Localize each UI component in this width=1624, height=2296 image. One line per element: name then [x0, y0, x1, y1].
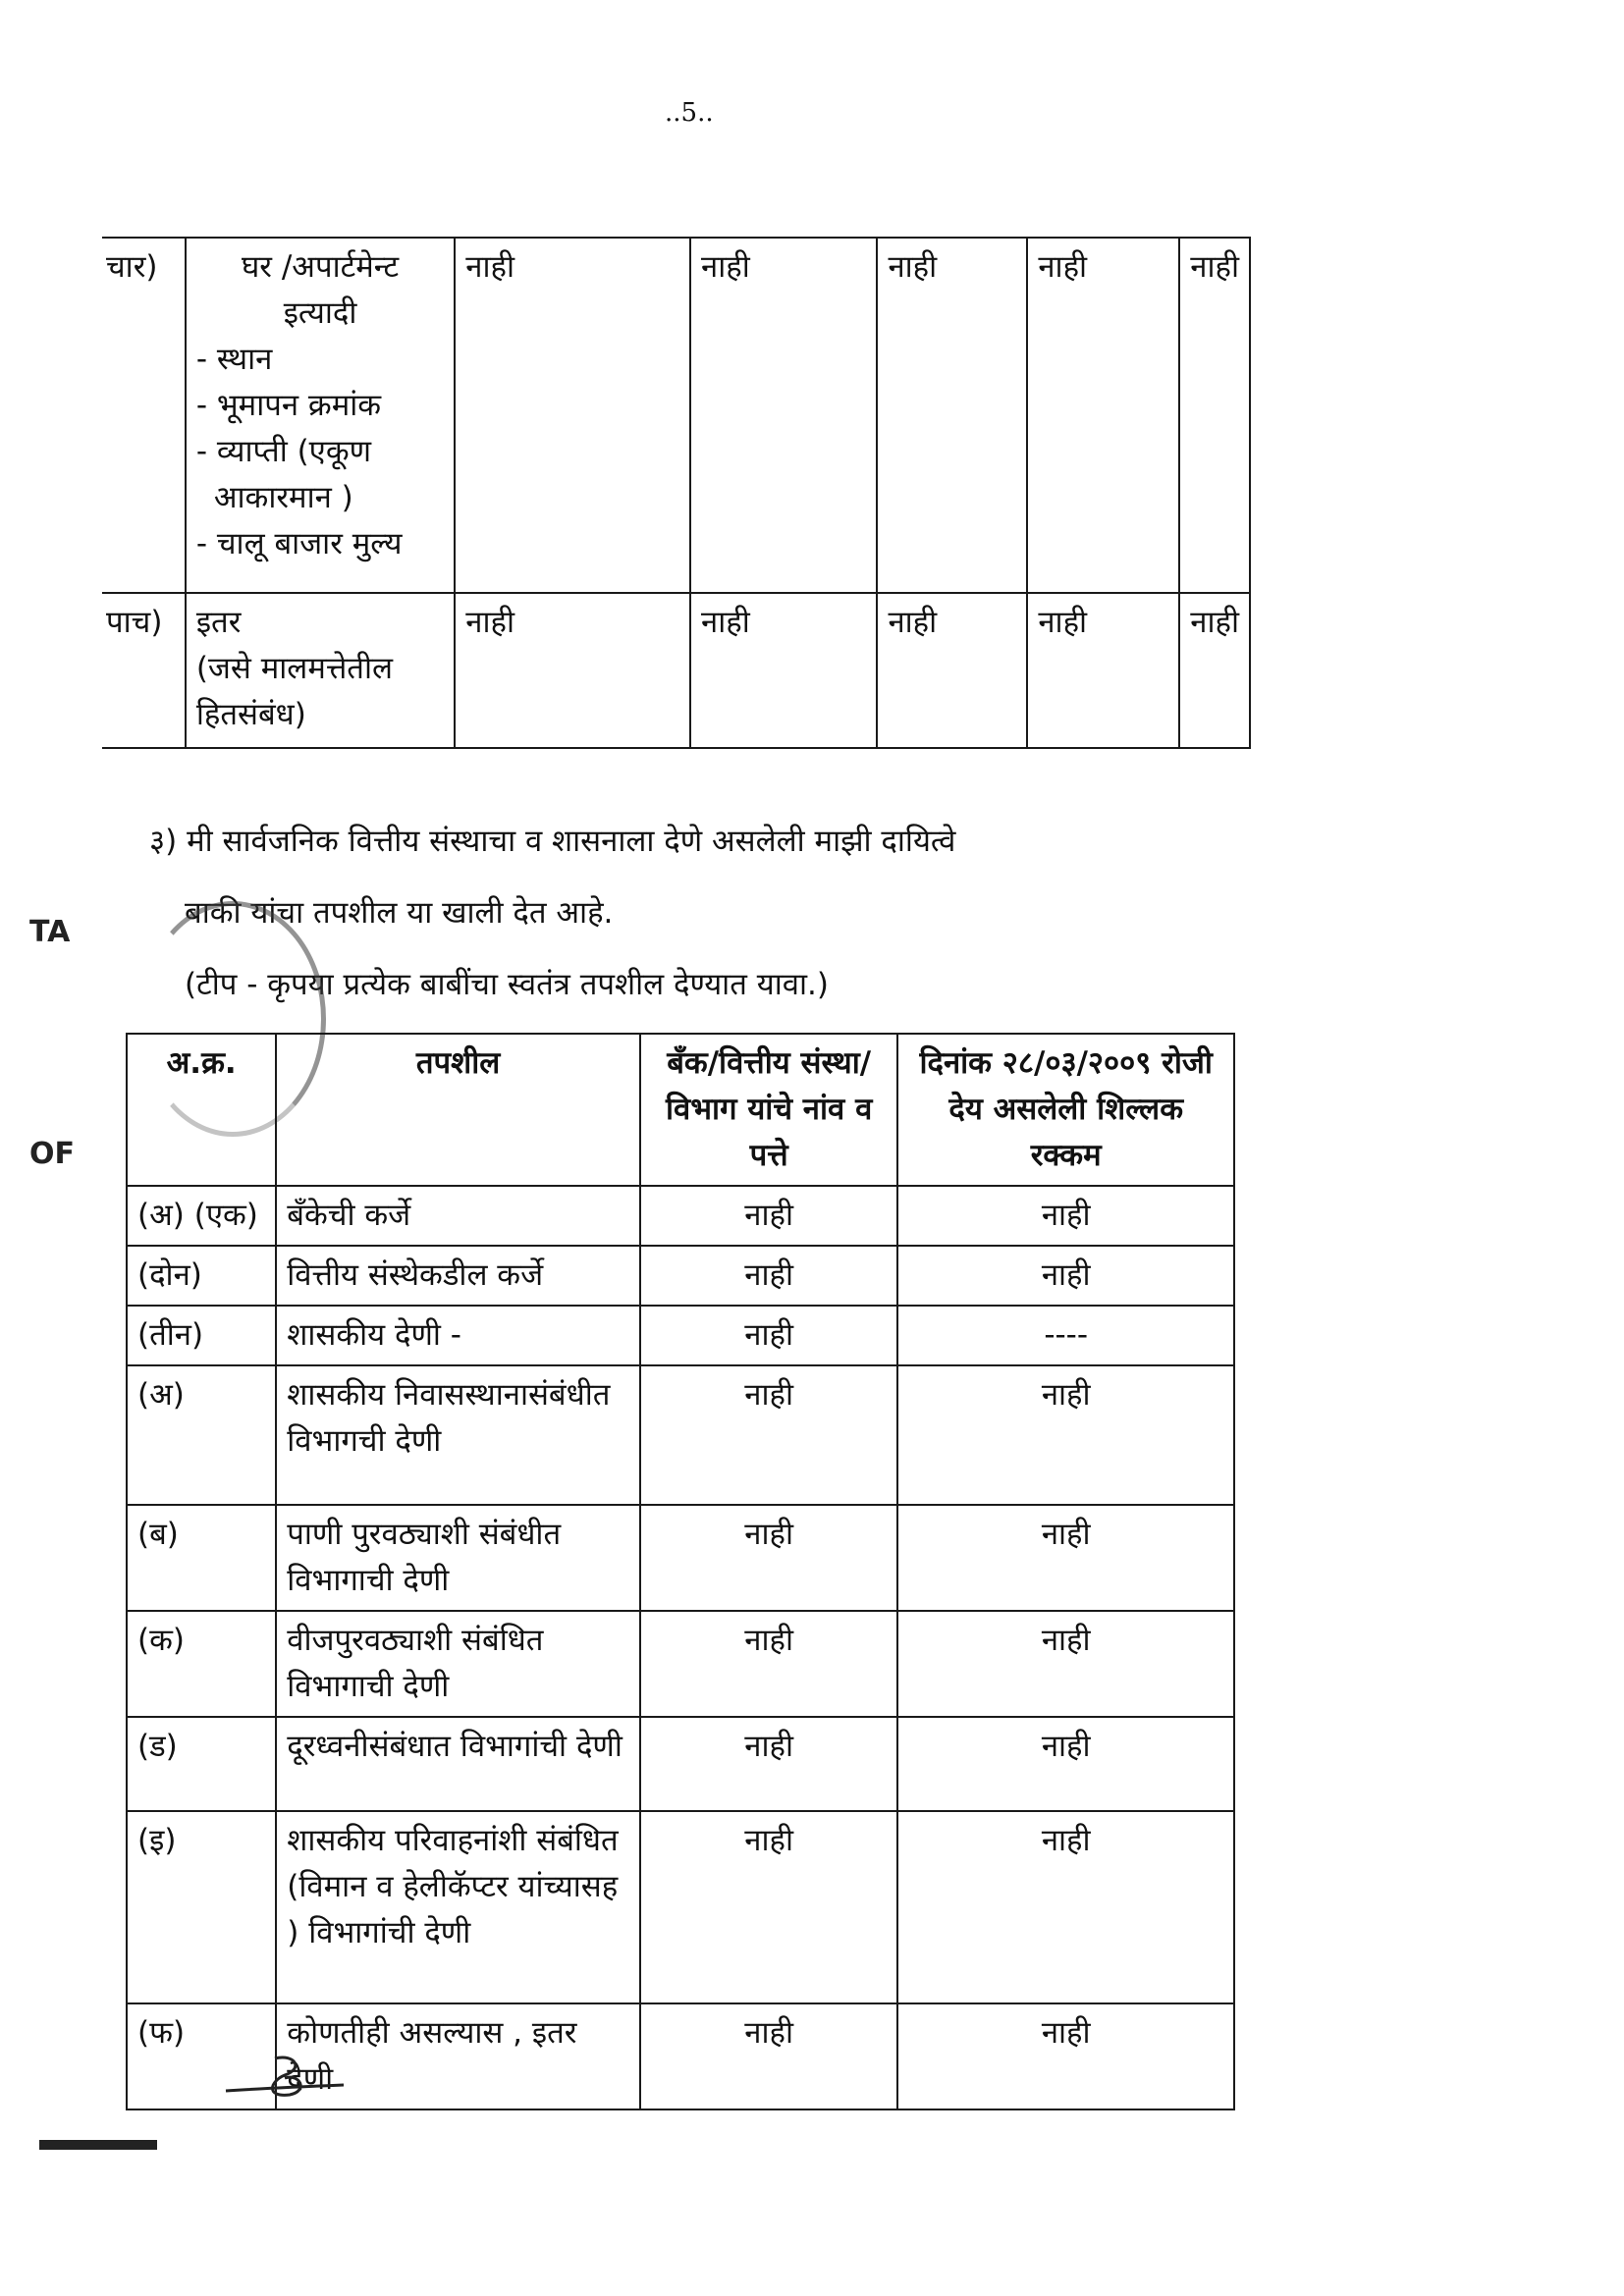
item-line: हितसंबंध)	[195, 697, 306, 732]
item-line: इत्यादी	[283, 295, 357, 331]
item-line: (जसे मालमत्तेतील	[195, 651, 393, 686]
item-line: आकारमान )	[213, 480, 353, 515]
item-line: - स्थान	[195, 342, 273, 377]
liabilities-intro-line-1: ३) मी सार्वजनिक वित्तीय संस्थाचा व शासनाला देणे असलेली माझी दायित्वे	[149, 824, 956, 859]
row-desc: पाणी पुरवठ्याशी संबंधीत विभागाची देणी	[276, 1505, 640, 1611]
row-bank: नाही	[640, 1505, 897, 1611]
row-amount: नाही	[897, 1611, 1234, 1717]
header-bank: बँक/वित्तीय संस्था/ विभाग यांचे नांव व पत्ते	[640, 1034, 897, 1186]
row-bank: नाही	[640, 2003, 897, 2109]
value-cell: नाही	[1179, 593, 1250, 748]
row-amount: नाही	[897, 1186, 1234, 1246]
header-sr: अ.क्र.	[127, 1034, 276, 1186]
table-row	[127, 1186, 1234, 1246]
row-amount: नाही	[897, 1365, 1234, 1505]
liabilities-intro-line-2: बाकी यांचा तपशील या खाली देत आहे.	[185, 895, 614, 931]
row-amount: नाही	[897, 1717, 1234, 1811]
table-row	[102, 238, 1250, 593]
table-row	[127, 1717, 1234, 1811]
value-cell: नाही	[455, 238, 690, 593]
row-desc: वित्तीय संस्थेकडील कर्जे	[276, 1246, 640, 1306]
row-desc: शासकीय परिवाहनांशी संबंधित (विमान व हेलीकॅप्टर यांच्यासह ) विभागांची देणी	[276, 1811, 640, 2003]
row-bank: नाही	[640, 1811, 897, 2003]
value-cell: नाही	[877, 238, 1027, 593]
table-row	[127, 1611, 1234, 1717]
liabilities-table	[126, 1033, 1235, 2110]
row-sr: (अ) (एक)	[127, 1186, 276, 1246]
row-amount: नाही	[897, 1505, 1234, 1611]
margin-mark: OF	[29, 1137, 75, 1171]
row-desc: शासकीय देणी -	[276, 1306, 640, 1365]
signature	[216, 2044, 353, 2112]
row-desc: कोणतीही असल्यास , इतर देणी	[276, 2003, 640, 2109]
table-row	[127, 1306, 1234, 1365]
value-cell: नाही	[690, 593, 877, 748]
table-header-row	[127, 1034, 1234, 1186]
item-cell	[186, 593, 455, 748]
row-label: चार)	[102, 238, 186, 593]
scan-edge-mark	[39, 2140, 157, 2150]
row-sr: (क)	[127, 1611, 276, 1717]
value-cell: नाही	[1027, 593, 1179, 748]
liabilities-note: (टीप - कृपया प्रत्येक बाबींचा स्वतंत्र तपशील देण्यात यावा.)	[185, 967, 829, 1002]
row-label: पाच)	[102, 593, 186, 748]
row-bank: नाही	[640, 1186, 897, 1246]
table-row	[127, 1246, 1234, 1306]
value-cell: नाही	[690, 238, 877, 593]
margin-mark: TA	[29, 915, 71, 949]
row-sr: (ड)	[127, 1717, 276, 1811]
row-desc: दूरध्वनीसंबंधात विभागांची देणी	[276, 1717, 640, 1811]
value-cell: नाही	[1027, 238, 1179, 593]
item-line: इतर	[195, 605, 242, 640]
row-desc: वीजपुरवठ्याशी संबंधित विभागाची देणी	[276, 1611, 640, 1717]
item-line: - चालू बाजार मुल्य	[195, 526, 403, 561]
page-number: ..5..	[665, 98, 714, 128]
row-desc: शासकीय निवासस्थानासंबंधीत विभागची देणी	[276, 1365, 640, 1505]
row-amount: नाही	[897, 1811, 1234, 2003]
row-desc: बँकेची कर्जे	[276, 1186, 640, 1246]
property-table	[102, 237, 1251, 749]
row-sr: (तीन)	[127, 1306, 276, 1365]
row-amount: नाही	[897, 1246, 1234, 1306]
row-bank: नाही	[640, 1611, 897, 1717]
row-amount: नाही	[897, 2003, 1234, 2109]
header-amount: दिनांक २८/०३/२००९ रोजी देय असलेली शिल्लक रक्कम	[897, 1034, 1234, 1186]
table-row	[127, 1811, 1234, 2003]
value-cell: नाही	[455, 593, 690, 748]
row-bank: नाही	[640, 1365, 897, 1505]
row-sr: (ब)	[127, 1505, 276, 1611]
item-cell	[186, 238, 455, 593]
row-amount: ----	[897, 1306, 1234, 1365]
item-line: - भूमापन क्रमांक	[195, 388, 382, 423]
table-row	[102, 593, 1250, 748]
value-cell: नाही	[1179, 238, 1250, 593]
item-line: घर /अपार्टमेन्ट	[241, 249, 400, 285]
row-bank: नाही	[640, 1246, 897, 1306]
table-row	[127, 1365, 1234, 1505]
row-sr: (दोन)	[127, 1246, 276, 1306]
table-row	[127, 1505, 1234, 1611]
margin-marks	[29, 895, 75, 1192]
value-cell: नाही	[877, 593, 1027, 748]
row-sr: (फ)	[127, 2003, 276, 2109]
header-desc: तपशील	[276, 1034, 640, 1186]
row-sr: (अ)	[127, 1365, 276, 1505]
item-line: - व्याप्ती (एकूण	[195, 434, 372, 469]
row-bank: नाही	[640, 1717, 897, 1811]
row-bank: नाही	[640, 1306, 897, 1365]
row-sr: (इ)	[127, 1811, 276, 2003]
